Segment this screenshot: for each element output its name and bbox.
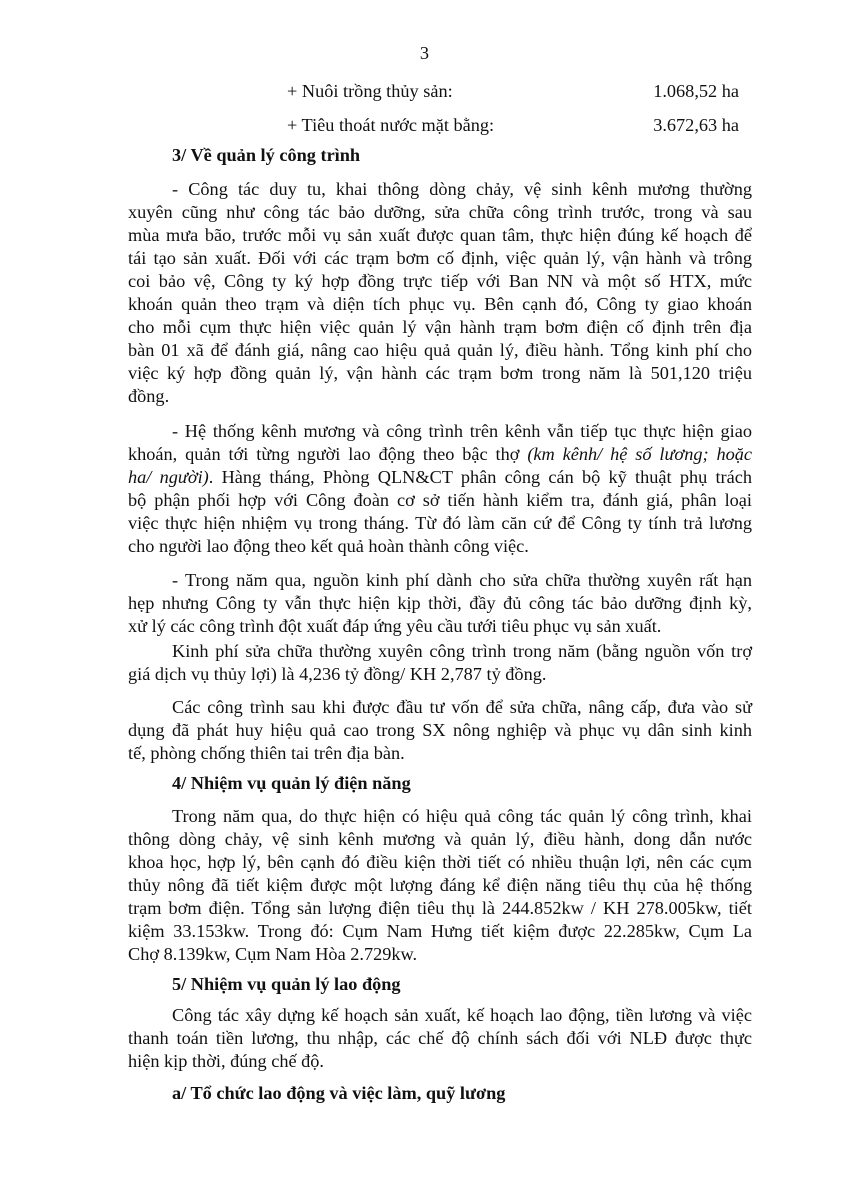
paragraph-line: bộ phận phối hợp với Công đoàn cơ sở tiến hành kiểm tra, đánh giá, phân loại bbox=[128, 490, 752, 510]
page-number: 3 bbox=[419, 43, 430, 63]
paragraph-line: hiện kịp thời, đúng chế độ. bbox=[128, 1051, 325, 1071]
paragraph-line bbox=[128, 466, 752, 489]
paragraph-line: cho mỗi cụm thực hiện việc quản lý vận hành trạm bơm điện cố định trên địa bbox=[128, 317, 752, 337]
area-row-label: + Nuôi trồng thủy sản: bbox=[287, 81, 453, 101]
paragraph-line: thanh toán tiền lương, thu nhập, các chế độ chính sách đối với NLĐ được thực bbox=[128, 1028, 752, 1048]
paragraph-line: Các công trình sau khi được đầu tư vốn để sửa chữa, nâng cấp, đưa vào sử bbox=[172, 697, 752, 717]
area-row-label: + Tiêu thoát nước mặt bằng: bbox=[287, 115, 495, 135]
paragraph-line: việc ký hợp đồng quản lý, vận hành các trạm bơm trong năm là 501,120 triệu bbox=[128, 363, 752, 383]
paragraph-line: đồng. bbox=[128, 386, 170, 406]
subsection-heading: a/ Tổ chức lao động và việc làm, quỹ lương bbox=[172, 1083, 506, 1103]
area-row-value: 1.068,52 ha bbox=[653, 81, 739, 101]
paragraph-line: tái tạo sản xuất. Đối với các trạm bơm cố định, việc quản lý, vận hành và trông bbox=[128, 248, 752, 268]
paragraph-line: thủy nông đã tiết kiệm được một lượng đáng kể điện năng tiêu thụ của hệ thống bbox=[128, 875, 752, 895]
paragraph-line: - Trong năm qua, nguồn kinh phí dành cho sửa chữa thường xuyên rất hạn bbox=[172, 570, 752, 590]
paragraph-line: mùa mưa bão, trước mỗi vụ sản xuất được quan tâm, thực hiện đúng kế hoạch để bbox=[128, 225, 752, 245]
area-row-value: 3.672,63 ha bbox=[653, 115, 739, 135]
paragraph-line: khoa học, hợp lý, bên cạnh đó điều kiện thời tiết có nhiều thuận lợi, nên các cụm bbox=[128, 852, 752, 872]
paragraph-text: khoán, quản tới từng người lao động theo bậc thợ bbox=[128, 444, 528, 464]
paragraph-line: xử lý các công trình đột xuất đáp ứng yêu cầu tưới tiêu phục vụ sản xuất. bbox=[128, 616, 662, 636]
paragraph-line: - Công tác duy tu, khai thông dòng chảy, vệ sinh kênh mương thường bbox=[172, 179, 752, 199]
paragraph-line: Kinh phí sửa chữa thường xuyên công trình trong năm (bằng nguồn vốn trợ bbox=[172, 641, 752, 661]
paragraph-line: khoán quản theo trạm và diện tích phục vụ. Bên cạnh đó, Công ty giao khoán bbox=[128, 294, 752, 314]
paragraph-line: tế, phòng chống thiên tai trên địa bàn. bbox=[128, 743, 405, 763]
paragraph-line: dụng đã phát huy hiệu quả cao trong SX nông nghiệp và phục vụ dân sinh kinh bbox=[128, 720, 752, 740]
section-heading: 4/ Nhiệm vụ quản lý điện năng bbox=[172, 773, 411, 793]
paragraph-italic: ha/ người) bbox=[128, 467, 209, 487]
paragraph-line: Chợ 8.139kw, Cụm Nam Hòa 2.729kw. bbox=[128, 944, 418, 964]
paragraph-line: Trong năm qua, do thực hiện có hiệu quả công tác quản lý công trình, khai bbox=[172, 806, 752, 826]
paragraph-line: xuyên cũng như công tác bảo dưỡng, sửa chữa công trình trước, trong và sau bbox=[128, 202, 752, 222]
paragraph-line: bàn 01 xã để đánh giá, nâng cao hiệu quả quản lý, điều hành. Tổng kinh phí cho bbox=[128, 340, 752, 360]
paragraph-line: giá dịch vụ thủy lợi) là 4,236 tỷ đồng/ KH 2,787 tỷ đồng. bbox=[128, 664, 547, 684]
paragraph-line bbox=[128, 443, 752, 466]
paragraph-line: kiệm 33.153kw. Trong đó: Cụm Nam Hưng tiết kiệm được 22.285kw, Cụm La bbox=[128, 921, 752, 941]
section-heading: 5/ Nhiệm vụ quản lý lao động bbox=[172, 974, 401, 994]
paragraph-line: thông dòng chảy, vệ sinh kênh mương và quản lý, điều hành, dong dẫn nước bbox=[128, 829, 752, 849]
paragraph-line: việc thực hiện nhiệm vụ trong tháng. Từ đó làm căn cứ để Công ty tính trả lương bbox=[128, 513, 752, 533]
paragraph-text: . Hàng tháng, Phòng QLN&CT phân công cán bộ kỹ thuật phụ trách bbox=[208, 467, 753, 487]
paragraph-line: trạm bơm điện. Tổng sản lượng điện tiêu thụ là 244.852kw / KH 278.005kw, tiết bbox=[128, 898, 752, 918]
paragraph-line: hẹp nhưng Công ty vẫn thực hiện kịp thời, đầy đủ công tác bảo dưỡng định kỳ, bbox=[128, 593, 752, 613]
paragraph-line: - Hệ thống kênh mương và công trình trên kênh vẫn tiếp tục thực hiện giao bbox=[172, 421, 752, 441]
paragraph-line: Công tác xây dựng kế hoạch sản xuất, kế hoạch lao động, tiền lương và việc bbox=[172, 1005, 752, 1025]
paragraph-line: cho người lao động theo kết quả hoàn thành công việc. bbox=[128, 536, 529, 556]
section-heading: 3/ Về quản lý công trình bbox=[172, 145, 361, 165]
paragraph-italic: (km kênh/ hệ số lương; hoặc bbox=[527, 444, 752, 464]
paragraph-line: coi bảo vệ, Công ty ký hợp đồng trực tiếp với Ban NN và một số HTX, mức bbox=[128, 271, 752, 291]
